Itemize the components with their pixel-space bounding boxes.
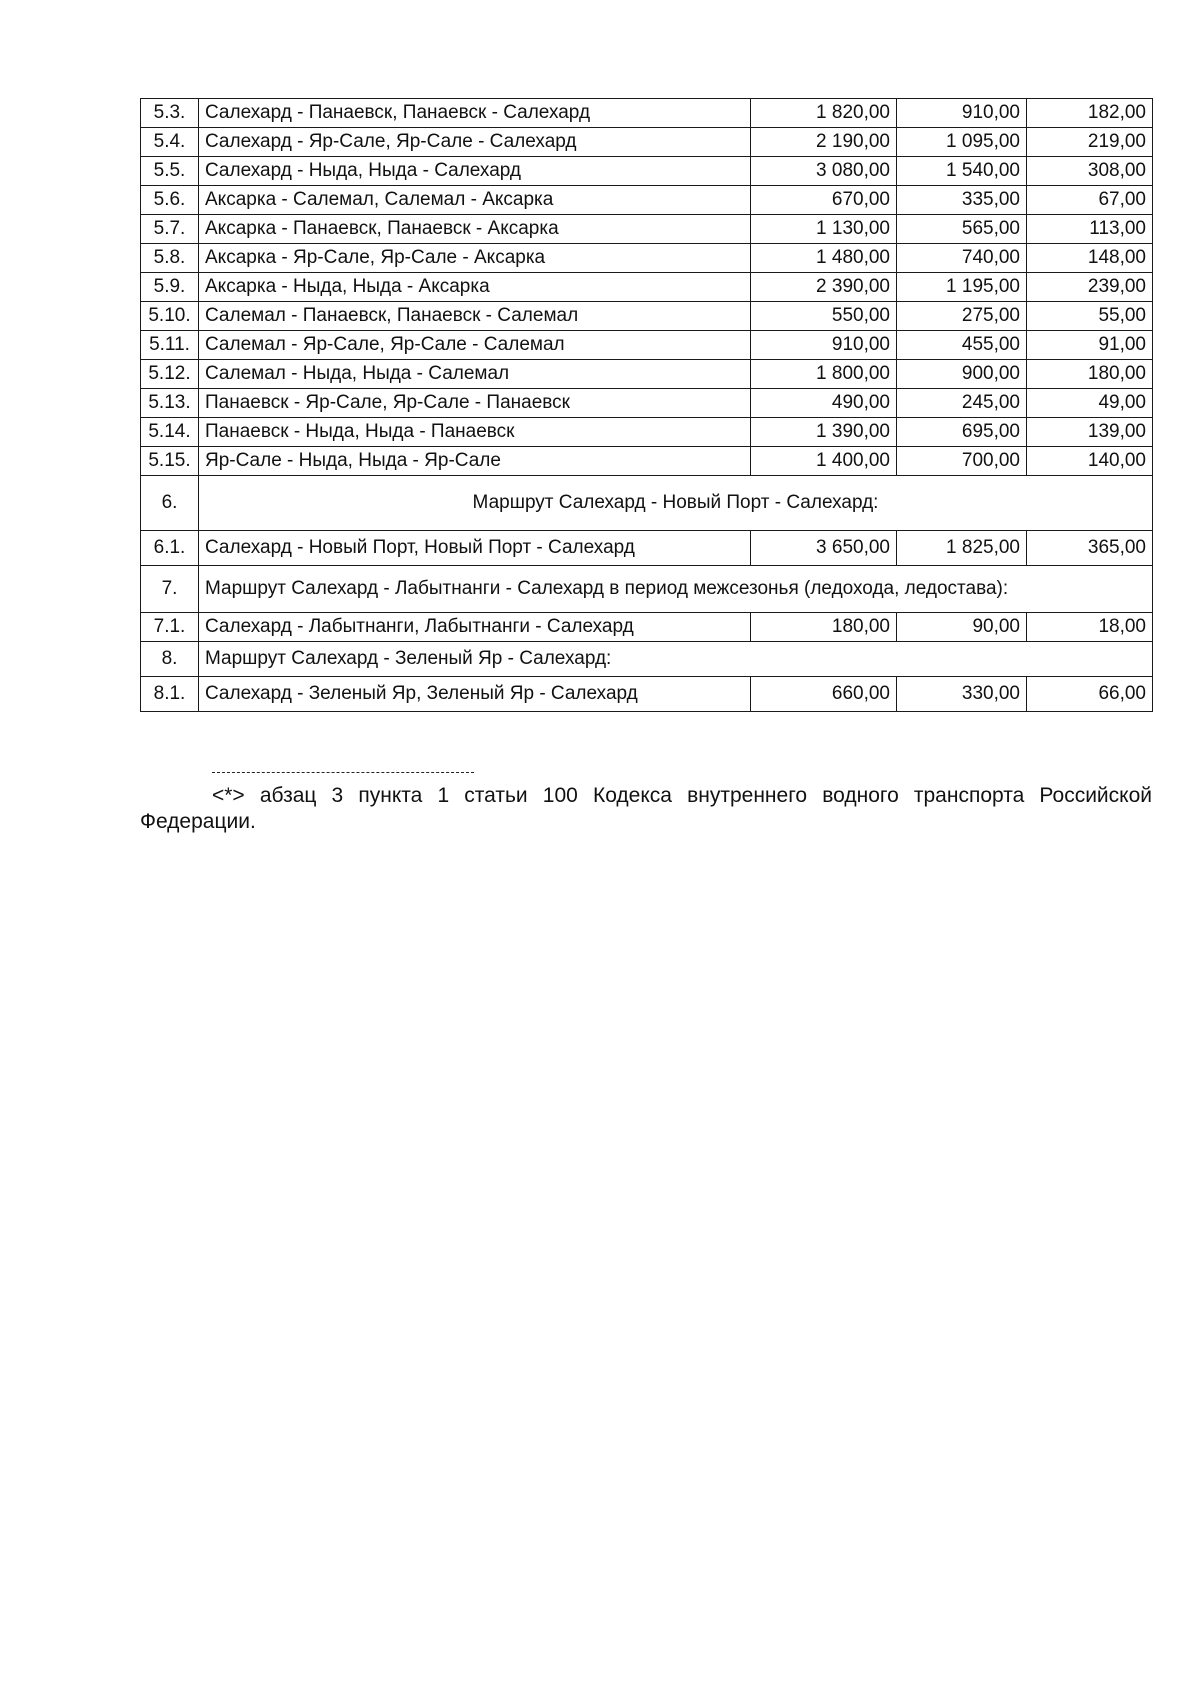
table-row	[141, 531, 1153, 566]
table-row	[141, 215, 1153, 244]
fare-value-1: 3 650,00	[751, 531, 897, 566]
table-row	[141, 677, 1153, 712]
row-number: 5.9.	[141, 273, 199, 302]
fare-value-1: 910,00	[751, 331, 897, 360]
fare-value-1: 1 480,00	[751, 244, 897, 273]
route-name: Салехард - Лабытнанги, Лабытнанги - Салехард	[199, 613, 751, 642]
route-name: Салехард - Новый Порт, Новый Порт - Салехард	[199, 531, 751, 566]
fare-value-2: 275,00	[897, 302, 1027, 331]
section-title: Маршрут Салехард - Лабытнанги - Салехард в период межсезонья (ледохода, ледостава):	[199, 566, 1153, 613]
table-row	[141, 273, 1153, 302]
route-name: Салемал - Яр-Сале, Яр-Сале - Салемал	[199, 331, 751, 360]
row-number: 5.12.	[141, 360, 199, 389]
route-name: Салехард - Панаевск, Панаевск - Салехард	[199, 99, 751, 128]
route-name: Панаевск - Яр-Сале, Яр-Сале - Панаевск	[199, 389, 751, 418]
fare-value-3: 113,00	[1027, 215, 1153, 244]
fare-value-1: 670,00	[751, 186, 897, 215]
route-name: Аксарка - Ныда, Ныда - Аксарка	[199, 273, 751, 302]
route-name: Салемал - Ныда, Ныда - Салемал	[199, 360, 751, 389]
fare-value-2: 695,00	[897, 418, 1027, 447]
route-name: Салехард - Зеленый Яр, Зеленый Яр - Салехард	[199, 677, 751, 712]
route-name: Аксарка - Яр-Сале, Яр-Сале - Аксарка	[199, 244, 751, 273]
fare-value-2: 455,00	[897, 331, 1027, 360]
fare-value-2: 335,00	[897, 186, 1027, 215]
fare-value-2: 1 540,00	[897, 157, 1027, 186]
fare-value-1: 180,00	[751, 613, 897, 642]
fare-value-1: 660,00	[751, 677, 897, 712]
footnote	[140, 772, 1152, 835]
fare-value-3: 49,00	[1027, 389, 1153, 418]
fare-value-2: 1 095,00	[897, 128, 1027, 157]
table-row	[141, 128, 1153, 157]
fare-value-2: 245,00	[897, 389, 1027, 418]
section-title: Маршрут Салехард - Новый Порт - Салехард:	[199, 476, 1153, 531]
fare-value-3: 308,00	[1027, 157, 1153, 186]
fare-value-3: 365,00	[1027, 531, 1153, 566]
row-number: 8.1.	[141, 677, 199, 712]
route-name: Салехард - Ныда, Ныда - Салехард	[199, 157, 751, 186]
table-row	[141, 302, 1153, 331]
fare-value-2: 330,00	[897, 677, 1027, 712]
table-row	[141, 331, 1153, 360]
table-row	[141, 613, 1153, 642]
fare-value-2: 900,00	[897, 360, 1027, 389]
fare-value-3: 67,00	[1027, 186, 1153, 215]
fare-value-2: 740,00	[897, 244, 1027, 273]
table-row	[141, 389, 1153, 418]
row-number: 5.15.	[141, 447, 199, 476]
fare-value-3: 55,00	[1027, 302, 1153, 331]
row-number: 5.13.	[141, 389, 199, 418]
table-row	[141, 360, 1153, 389]
section-row-7	[141, 566, 1153, 613]
fare-value-3: 66,00	[1027, 677, 1153, 712]
row-number: 5.11.	[141, 331, 199, 360]
fare-value-3: 18,00	[1027, 613, 1153, 642]
fare-value-3: 91,00	[1027, 331, 1153, 360]
fare-value-3: 239,00	[1027, 273, 1153, 302]
footnote-separator	[212, 772, 474, 773]
route-name: Панаевск - Ныда, Ныда - Панаевск	[199, 418, 751, 447]
table-row	[141, 447, 1153, 476]
row-number: 5.6.	[141, 186, 199, 215]
section-title: Маршрут Салехард - Зеленый Яр - Салехард:	[199, 642, 1153, 677]
fare-value-1: 550,00	[751, 302, 897, 331]
fares-table-body	[141, 99, 1153, 476]
fare-value-1: 2 390,00	[751, 273, 897, 302]
row-number: 5.7.	[141, 215, 199, 244]
table-row	[141, 157, 1153, 186]
fare-value-1: 490,00	[751, 389, 897, 418]
row-number: 5.3.	[141, 99, 199, 128]
fare-value-3: 140,00	[1027, 447, 1153, 476]
footnote-text: <*> абзац 3 пункта 1 статьи 100 Кодекса внутреннего водного транспорта Российской Федерации.	[140, 784, 1152, 833]
fare-value-3: 180,00	[1027, 360, 1153, 389]
table-row	[141, 99, 1153, 128]
section-number: 6.	[141, 476, 199, 531]
fare-value-1: 1 130,00	[751, 215, 897, 244]
fare-value-1: 2 190,00	[751, 128, 897, 157]
fare-value-2: 1 195,00	[897, 273, 1027, 302]
route-name: Салемал - Панаевск, Панаевск - Салемал	[199, 302, 751, 331]
fare-value-2: 1 825,00	[897, 531, 1027, 566]
table-row	[141, 186, 1153, 215]
section-number: 8.	[141, 642, 199, 677]
section-number: 7.	[141, 566, 199, 613]
fares-table-tail	[141, 476, 1153, 712]
fare-value-1: 1 390,00	[751, 418, 897, 447]
fare-value-2: 90,00	[897, 613, 1027, 642]
row-number: 5.10.	[141, 302, 199, 331]
table-row	[141, 418, 1153, 447]
fare-value-2: 700,00	[897, 447, 1027, 476]
fare-value-2: 910,00	[897, 99, 1027, 128]
row-number: 7.1.	[141, 613, 199, 642]
fare-value-1: 1 800,00	[751, 360, 897, 389]
fare-value-1: 1 820,00	[751, 99, 897, 128]
row-number: 5.8.	[141, 244, 199, 273]
row-number: 5.14.	[141, 418, 199, 447]
route-name: Аксарка - Салемал, Салемал - Аксарка	[199, 186, 751, 215]
route-name: Аксарка - Панаевск, Панаевск - Аксарка	[199, 215, 751, 244]
fares-table	[140, 98, 1153, 712]
section-row-8	[141, 642, 1153, 677]
row-number: 5.4.	[141, 128, 199, 157]
fare-value-3: 219,00	[1027, 128, 1153, 157]
section-row-6	[141, 476, 1153, 531]
fare-value-1: 3 080,00	[751, 157, 897, 186]
route-name: Салехард - Яр-Сале, Яр-Сале - Салехард	[199, 128, 751, 157]
fare-value-3: 139,00	[1027, 418, 1153, 447]
fare-value-3: 182,00	[1027, 99, 1153, 128]
row-number: 6.1.	[141, 531, 199, 566]
table-row	[141, 244, 1153, 273]
fare-value-3: 148,00	[1027, 244, 1153, 273]
fare-value-2: 565,00	[897, 215, 1027, 244]
fare-value-1: 1 400,00	[751, 447, 897, 476]
route-name: Яр-Сале - Ныда, Ныда - Яр-Сале	[199, 447, 751, 476]
row-number: 5.5.	[141, 157, 199, 186]
